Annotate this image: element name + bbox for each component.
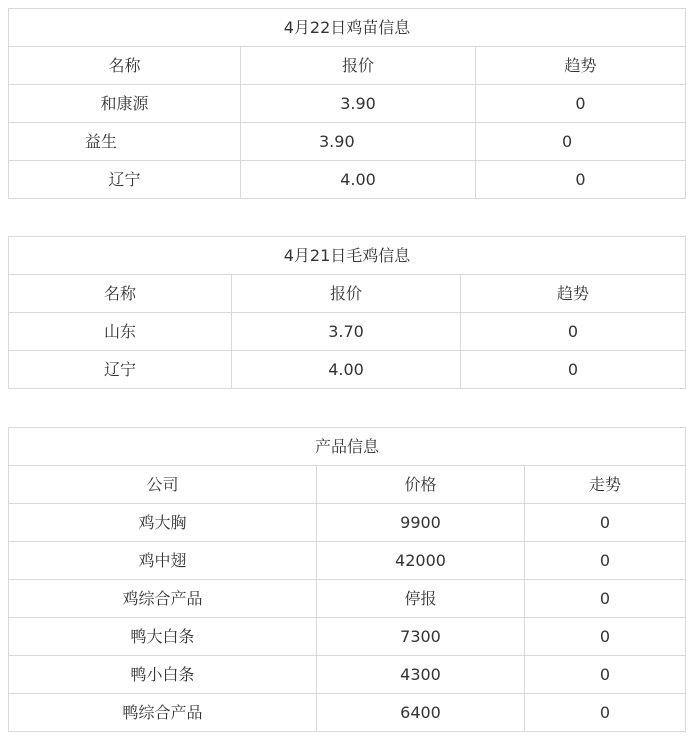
row-trend: 0 [525,694,686,732]
row-price: 4300 [317,656,525,694]
row-name: 鸡中翅 [9,542,317,580]
row-price: 停报 [317,580,525,618]
row-name: 山东 [9,313,232,351]
row-trend: 0 [525,618,686,656]
table-row [9,542,686,580]
table-title-row [9,237,686,275]
table-row [9,351,686,389]
table-row [9,85,686,123]
row-trend: 0 [461,351,686,389]
broiler-price-table [8,236,686,389]
column-header-trend: 趋势 [476,47,686,85]
table-header-row [9,47,686,85]
table-row [9,694,686,732]
row-trend: 0 [461,313,686,351]
table-title: 4月21日毛鸡信息 [9,237,686,275]
column-header-trend: 趋势 [461,275,686,313]
row-name: 鸭小白条 [9,656,317,694]
column-header-trend: 走势 [525,466,686,504]
table-row [9,656,686,694]
table-row [9,580,686,618]
row-price: 9900 [317,504,525,542]
column-header-name: 名称 [9,47,241,85]
table-title: 产品信息 [9,428,686,466]
table-row [9,504,686,542]
row-name: 辽宁 [9,351,232,389]
row-price: 3.70 [232,313,461,351]
column-header-price: 报价 [241,47,476,85]
row-trend: 0 [525,656,686,694]
row-price: 3.90 [241,85,476,123]
column-header-price: 价格 [317,466,525,504]
row-price: 4.00 [241,161,476,199]
row-name: 鸭大白条 [9,618,317,656]
row-price: 7300 [317,618,525,656]
row-trend: 0 [525,580,686,618]
table-title-row [9,9,686,47]
row-price: 4.00 [232,351,461,389]
column-header-name: 名称 [9,275,232,313]
row-price: 6400 [317,694,525,732]
row-name: 鸡综合产品 [9,580,317,618]
product-price-table [8,427,686,732]
table-row [9,618,686,656]
row-price: 42000 [317,542,525,580]
row-name: 益生 [9,123,241,161]
row-trend: 0 [476,161,686,199]
chick-price-table [8,8,686,199]
table-title-row [9,428,686,466]
row-trend: 0 [476,123,686,161]
table-row [9,313,686,351]
table-header-row [9,466,686,504]
column-header-company: 公司 [9,466,317,504]
table-header-row [9,275,686,313]
row-name: 鸭综合产品 [9,694,317,732]
row-name: 鸡大胸 [9,504,317,542]
row-trend: 0 [525,504,686,542]
row-name: 和康源 [9,85,241,123]
table-row [9,161,686,199]
table-title: 4月22日鸡苗信息 [9,9,686,47]
row-name: 辽宁 [9,161,241,199]
row-trend: 0 [476,85,686,123]
row-trend: 0 [525,542,686,580]
row-price: 3.90 [241,123,476,161]
table-row [9,123,686,161]
column-header-price: 报价 [232,275,461,313]
